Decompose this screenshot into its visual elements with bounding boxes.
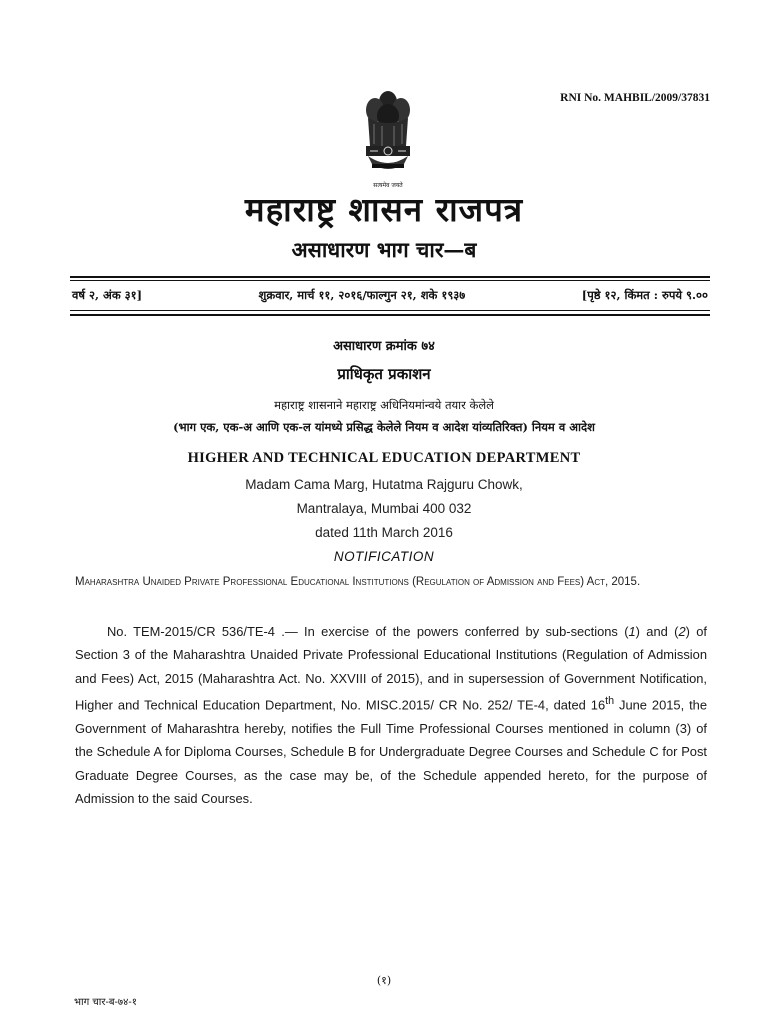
address-line-2: Mantralaya, Mumbai 400 032 bbox=[296, 501, 472, 516]
pages-price: [पृष्ठे १२, किंमत : रुपये ९.०० bbox=[581, 288, 708, 302]
body-text-part: ) of Section 3 of the Maharashtra Unaided Private Professional Educational Institutions (Regulation of Admission and Fees) Act, 2015 (Maharashtra Act. No. XXVIII of 2015), and in supersession of Government Notification, Higher and Technical Education Department, No. MISC.2015/ CR No. 252/ TE-4, dated 16 bbox=[75, 624, 707, 713]
prepared-under-acts: महाराष्ट्र शासनाने महाराष्ट्र अधिनियमांन्वये तयार केलेले bbox=[274, 398, 494, 412]
emblem-motto: सत्यमेव जयते bbox=[373, 182, 403, 189]
rni-number: RNI No. MAHBIL/2009/37831 bbox=[560, 92, 710, 104]
footer-code: भाग चार-ब-७४-१ bbox=[74, 997, 137, 1008]
body-text-part: No. TEM-2015/CR 536/TE-4 .— In exercise of the powers conferred by sub-sections ( bbox=[107, 624, 629, 639]
issue-details bbox=[72, 288, 708, 303]
gazette-subtitle: असाधारण भाग चार—ब bbox=[291, 237, 477, 262]
issue-date: शुक्रवार, मार्च ११, २०१६/फाल्गुन २१, शके १९३७ bbox=[258, 288, 466, 302]
publication-scope: (भाग एक, एक-अ आणि एक-ल यांमध्ये प्रसिद्ध केलेले नियम व आदेश यांव्यतिरिक्त) नियम व आदेश bbox=[173, 420, 595, 434]
header-rule-top bbox=[70, 276, 710, 278]
volume-number: वर्ष २, अंक ३१] bbox=[72, 288, 143, 302]
subsection-number: 2 bbox=[678, 624, 686, 639]
notification-heading: NOTIFICATION bbox=[333, 549, 435, 564]
ordinal-suffix: th bbox=[605, 695, 615, 708]
gazette-title: महाराष्ट्र शासन राजपत्र bbox=[244, 190, 524, 229]
body-text-part: June 2015, the Government of Maharashtra hereby, notifies the Full Time Professional Courses mentioned in column (3) of the Schedule A for Diploma Courses, Schedule B for Undergraduate Degree Courses and Schedule C for Post Graduate Degree Courses, as the case may be, of the Schedule appended hereto, for the purpose of Admission to the said Courses. bbox=[75, 697, 707, 807]
subsection-number: 1 bbox=[628, 624, 636, 639]
state-emblem-lion-capital-icon bbox=[358, 88, 418, 184]
authorized-publication: प्राधिकृत प्रकाशन bbox=[337, 365, 431, 383]
notification-date: dated 11th March 2016 bbox=[315, 525, 453, 540]
body-text-part: ) and ( bbox=[635, 624, 679, 639]
page-number: (१) bbox=[376, 974, 392, 987]
department-name: HIGHER AND TECHNICAL EDUCATION DEPARTMENT bbox=[187, 450, 581, 466]
header-rule-top-inner bbox=[70, 280, 710, 281]
header-rule-bottom bbox=[70, 314, 710, 316]
act-title: Maharashtra Unaided Private Professional Educational Institutions (Regulation of Admission and Fees) Act, 2015. bbox=[75, 576, 641, 588]
address-line-1: Madam Cama Marg, Hutatma Rajguru Chowk, bbox=[245, 477, 523, 492]
notification-body bbox=[75, 620, 707, 811]
header-rule-bottom-inner bbox=[70, 310, 710, 311]
extraordinary-number: असाधारण क्रमांक ७४ bbox=[333, 339, 435, 354]
